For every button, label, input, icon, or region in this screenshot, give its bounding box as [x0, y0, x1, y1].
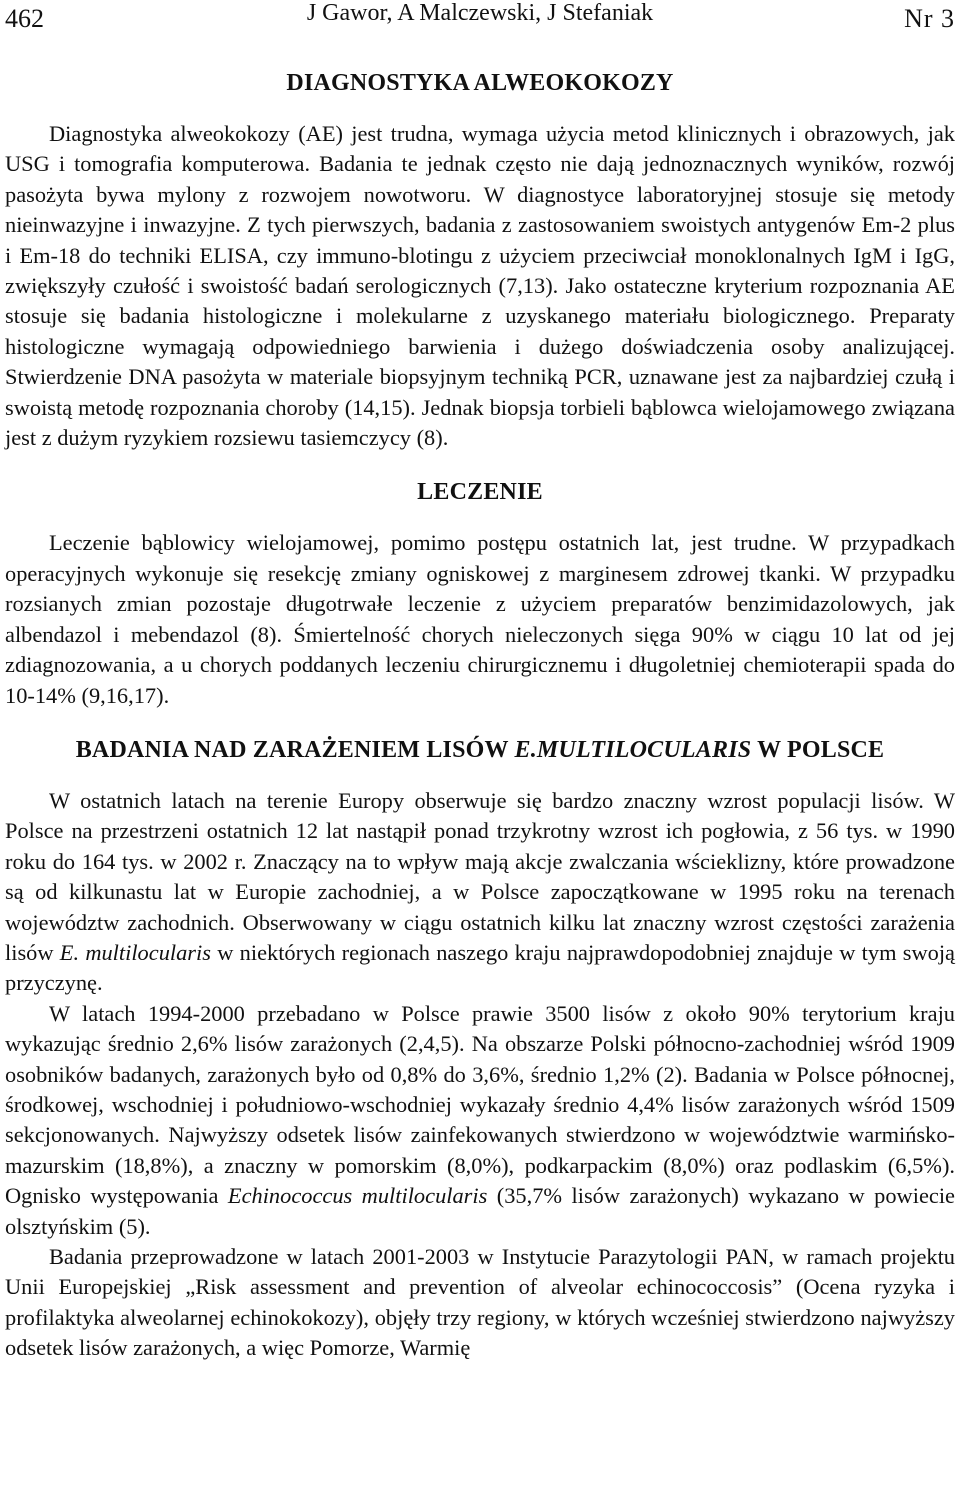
- paragraph-badania-1: [5, 786, 955, 999]
- paragraph-diagnostyka: Diagnostyka alweokokozy (AE) jest trudna, wymaga użycia metod klinicznych i obrazowych, jak USG i tomografia komputerowa. Badania te jednak często nie dają jednoznacznych wyników, rozwój pasożyta bywa mylony z rozwojem nowotworu. W diagnostyce laboratoryjnej stosuje się metody nieinwazyjne i inwazyjne. Z tych pierwszych, badania z zastosowaniem swoistych antygenów Em-2 plus i Em-18 do techniki ELISA, czy immuno-blotingu z użyciem przeciwciał monoklonalnych IgM i IgG, zwiększyły czułość i swoistość badań serologicznych (7,13). Jako ostateczne kryterium rozpoznania AE stosuje się badania histologiczne i molekularne z uzyskanego materiału biologicznego. Preparaty histologiczne wymagają odpowiedniego barwienia i dużego doświadczenia osoby analizującej. Stwierdzenie DNA pasożyta w materiale biopsyjnym techniką PCR, uznawane jest za najbardziej czułą i swoistą metodę rozpoznania choroby (14,15). Jednak biopsja torbieli bąblowca wielojamowego związana jest z dużym ryzykiem rozsiewu tasiemczycy (8).: [5, 121, 955, 451]
- section-heading-leczenie: LECZENIE: [417, 479, 543, 506]
- running-head-authors: J Gawor, A Malczewski, J Stefaniak: [306, 0, 654, 26]
- paragraph-leczenie: Leczenie bąblowicy wielojamowej, pomimo postępu ostatnich lat, jest trudne. W przypadkach operacyjnych wykonuje się resekcję zmiany ogniskowej z marginesem zdrowej tkanki. W przypadku rozsianych zmian pozostaje długotrwałe leczenie z użyciem preparatów benzimidazolowych, jak albendazol i mebendazol (8). Śmiertelność chorych nieleczonych sięga 90% w ciągu 10 lat od jej zdiagnozowania, a u chorych poddanych leczeniu chirurgicznemu i długoletniej chemioterapii spada do 10-14% (9,16,17).: [5, 530, 955, 708]
- section-heading-diagnostyka: DIAGNOSTYKA ALWEOKOKOZY: [286, 70, 674, 96]
- paragraph-badania-2-species: Echinococcus multilocularis: [227, 1183, 488, 1209]
- issue-number: Nr 3: [904, 4, 955, 33]
- paragraph-badania-1-end: w niektórych regionach naszego kraju najprawdopodobniej znajduje w tym swoją przyczynę.: [5, 939, 955, 996]
- page-number: 462: [5, 4, 44, 33]
- paragraph-badania-3: Badania przeprowadzone w latach 2001-2003 w Instytucie Parazytologii PAN, w ramach projektu Unii Europejskiej „Risk assessment and prevention of alveolar echinococcosis” (Ocena ryzyka i profilaktyka alweolarnej echinokokozy), objęły trzy regiony, w których wcześniej stwierdzono najwyższy odsetek lisów zarażonych, a więc Pomorze, Warmię: [5, 1244, 955, 1361]
- heading-badania-species: E.MULTILOCULARIS: [514, 736, 752, 763]
- section-heading-badania: [5, 737, 955, 764]
- paragraph-badania-2: [5, 999, 955, 1242]
- paragraph-badania-1-text: W ostatnich latach na terenie Europy obserwuje się bardzo znaczny wzrost populacji lisów. W Polsce na przestrzeni ostatnich 12 lat nastąpił ponad trzykrotny wzrost ich pogłowia, z 56 tys. w 1990 roku do 164 tys. w 2002 r. Znaczący na to wpływ mają akcje zwalczania wścieklizny, które prowadzone są od kilkunastu lat w Europie zachodniej, a w Polsce zapoczątkowane w 1995 roku na terenach województw zachodnich. Obserwowany w ciągu ostatnich kilku lat znaczny wzrost częstości zarażenia lisów: [5, 787, 955, 965]
- paragraph-badania-1-species: E. multilocularis: [59, 939, 211, 965]
- running-head: [5, 0, 955, 44]
- heading-badania-suffix: W POLSCE: [751, 736, 885, 763]
- paragraph-badania-2-end: (35,7% lisów zarażonych) wykazano w powiecie olsztyńskim (5).: [5, 1183, 955, 1239]
- heading-badania-prefix: BADANIA NAD ZARAŻENIEM LISÓW: [75, 736, 515, 763]
- paragraph-badania-2-text: W latach 1994-2000 przebadano w Polsce prawie 3500 lisów z około 90% terytorium kraju wykazując średnio 2,6% lisów zarażonych (2,4,5). Na obszarze Polski północno-zachodniej wśród 1909 osobników badanych, zarażonych było od 0,8% do 3,6%, średnio 1,2% (2). Badania w Polsce północnej, środkowej, wschodniej i południowo-wschodniej wykazały średnio 4,4% lisów zarażonych wśród 1509 sekcjonowanych. Najwyższy odsetek lisów zainfekowanych stwierdzono w województwie warmińsko-mazurskim (18,8%), a znaczny w pomorskim (8,0%), podkarpackim (8,0%) oraz podlaskim (6,5%). Ognisko występowania: [5, 1000, 955, 1209]
